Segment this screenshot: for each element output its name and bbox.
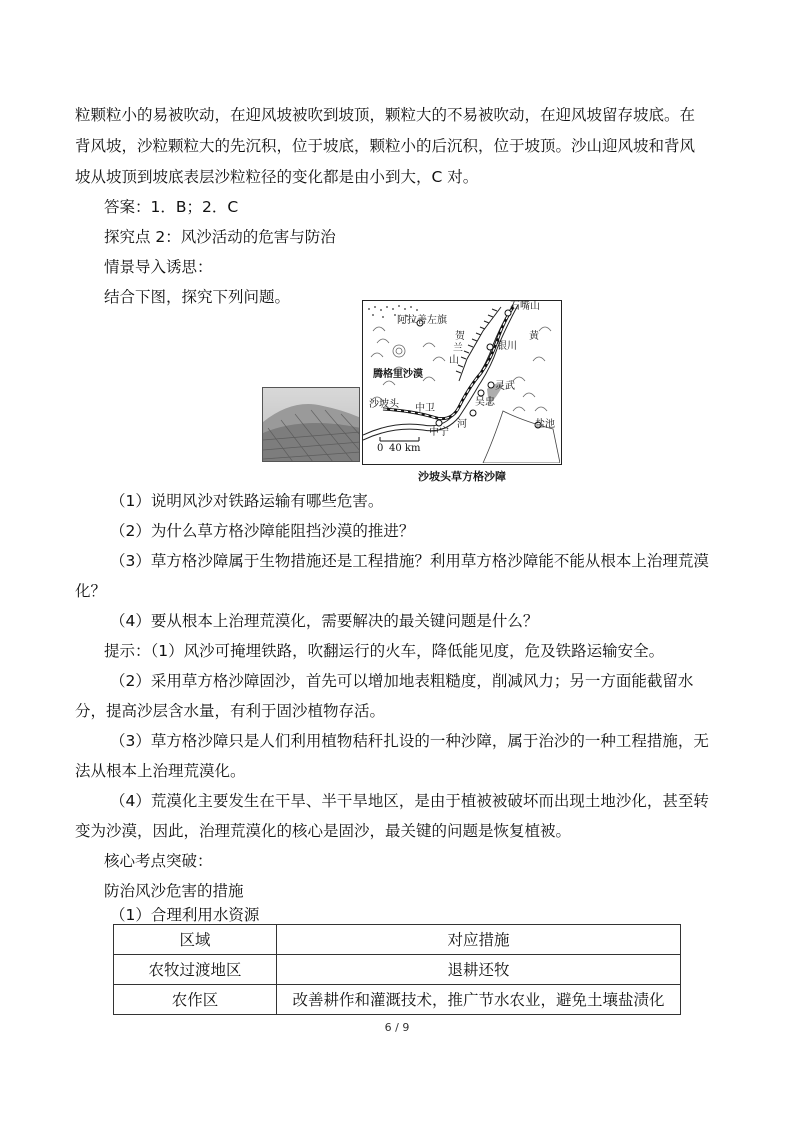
- table-row: [114, 985, 681, 1015]
- section-heading: 探究点 2：风沙活动的危害与防治: [104, 228, 336, 246]
- table-cell: 退耕还牧: [277, 955, 681, 985]
- question-line: （3）草方格沙障属于生物措施还是工程措施？利用草方格沙障能不能从根本上治理荒漠: [110, 552, 709, 570]
- table-header-row: [114, 925, 681, 955]
- question-line: 化？: [75, 582, 107, 600]
- sand-barrier-photo: [262, 387, 360, 462]
- measures-table: [113, 924, 681, 1015]
- paragraph-line: 粒颗粒小的易被吹动，在迎风坡被吹到坡顶，颗粒大的不易被吹动，在迎风坡留存坡底。在: [75, 106, 696, 124]
- hint-line: （2）采用草方格沙障固沙，首先可以增加地表粗糙度，削减风力；另一方面能截留水: [110, 672, 694, 690]
- section-heading: 核心考点突破：: [104, 852, 213, 870]
- map-label-shan: 山: [449, 355, 459, 366]
- table-header-cell: 对应措施: [277, 925, 681, 955]
- answer-line: 答案：1．B；2．C: [104, 198, 239, 216]
- hint-line: （4）荒漠化主要发生在干旱、半干旱地区，是由于植被被破坏而出现土地沙化，甚至转: [110, 792, 709, 810]
- map-label-zhongwei: 中卫: [415, 403, 435, 414]
- subsection-heading: （1）合理利用水资源: [110, 906, 260, 924]
- table-cell: 农作区: [114, 985, 277, 1015]
- section-heading: 防治风沙危害的措施: [104, 882, 244, 900]
- instruction-line: 结合下图，探究下列问题。: [104, 288, 291, 306]
- map-label-river: 河: [457, 419, 467, 430]
- map-label-lan: 兰: [453, 343, 463, 354]
- page-number: 6 / 9: [384, 1021, 410, 1034]
- question-line: （2）为什么草方格沙障能阻挡沙漠的推进？: [110, 522, 415, 540]
- question-line: （1）说明风沙对铁路运输有哪些危害。: [110, 492, 384, 510]
- question-line: （4）要从根本上治理荒漠化，需要解决的最关键问题是什么？: [110, 612, 539, 630]
- map-label-yinchuan: 银川: [497, 341, 517, 352]
- figure: [262, 300, 562, 490]
- map-label-he: 贺: [455, 331, 465, 342]
- table-cell: 改善耕作和灌溉技术，推广节水农业，避免土壤盐渍化: [277, 985, 681, 1015]
- table-row: [114, 955, 681, 985]
- paragraph-line: 坡从坡顶到坡底表层沙粒粒径的变化都是由小到大，C 对。: [75, 168, 479, 186]
- map-scale-zero: 0: [377, 443, 384, 454]
- table-cell: 农牧过渡地区: [114, 955, 277, 985]
- map-label-yanchi: 盐池: [535, 419, 555, 430]
- map-label-wuzhong: 吴忠: [475, 397, 495, 408]
- paragraph-line: 背风坡，沙粒颗粒大的先沉积，位于坡底，颗粒小的后沉积，位于坡顶。沙山迎风坡和背风: [75, 137, 696, 155]
- table-header-cell: 区域: [114, 925, 277, 955]
- map-label-lingwu: 灵武: [495, 381, 515, 392]
- map-label-huang: 黄: [529, 331, 539, 342]
- map-label-alashan: 阿拉善左旗: [397, 315, 447, 326]
- map-label-zhongning: 中宁: [429, 427, 449, 438]
- intro-label: 情景导入诱思：: [104, 258, 213, 276]
- hint-line: （3）草方格沙障只是人们利用植物秸秆扎设的一种沙障，属于治沙的一种工程措施，无: [110, 732, 709, 750]
- hint-line: 分，提高沙层含水量，有利于固沙植物存活。: [75, 702, 386, 720]
- hint-line: 变为沙漠，因此，治理荒漠化的核心是固沙，最关键的问题是恢复植被。: [75, 822, 572, 840]
- regional-map: [362, 300, 562, 465]
- map-scale-distance: 40 km: [389, 443, 421, 454]
- map-label-tengger: 腾格里沙漠: [373, 369, 423, 380]
- map-label-shizuishan: 石嘴山: [510, 301, 540, 312]
- hint-line: 法从根本上治理荒漠化。: [75, 762, 246, 780]
- hint-line: 提示：（1）风沙可掩埋铁路，吹翻运行的火车，降低能见度，危及铁路运输安全。: [104, 642, 665, 660]
- map-label-shapotou: 沙坡头: [369, 399, 399, 410]
- figure-caption: 沙坡头草方格沙障: [418, 470, 506, 483]
